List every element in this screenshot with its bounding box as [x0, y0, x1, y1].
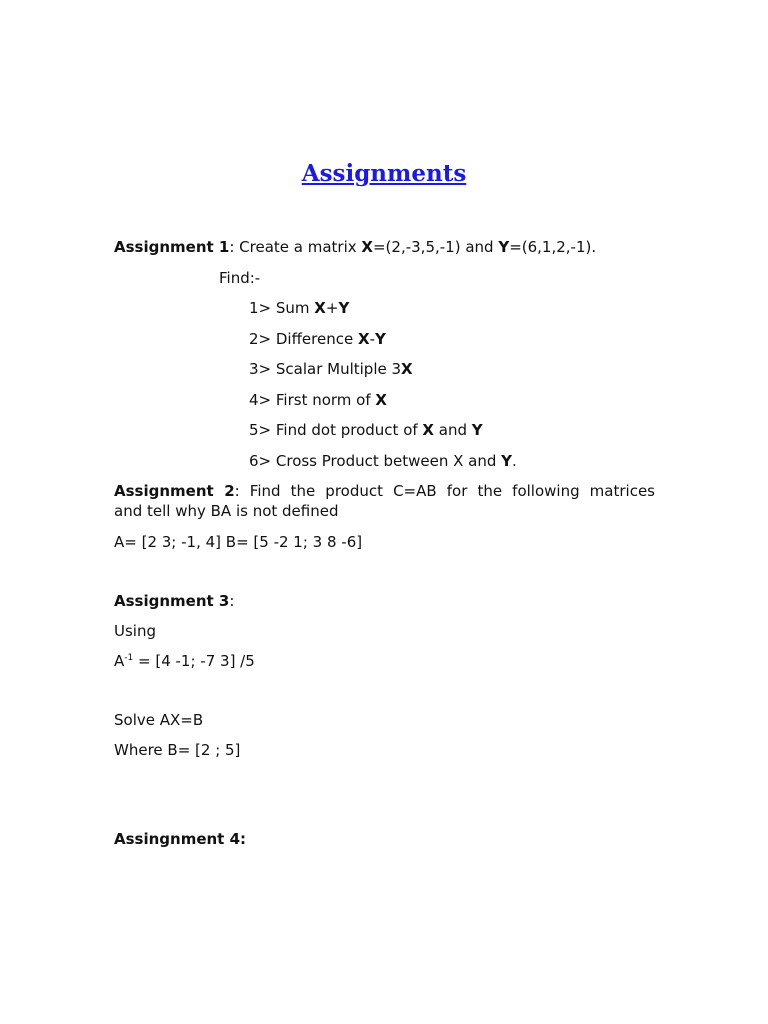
assignment-1-label: Assignment 1 [114, 238, 230, 256]
list-item: 2> Difference X-Y [249, 330, 386, 348]
var-y: Y [498, 238, 510, 256]
assignment-1-statement [114, 237, 596, 257]
assignment-3-heading: Assignment 3: [114, 592, 235, 610]
using-label: Using [114, 622, 156, 640]
var-x: X [361, 238, 373, 256]
matrices-definition: A= [2 3; -1, 4] B= [5 -2 1; 3 8 -6] [114, 533, 363, 551]
list-item: 1> Sum X+Y [249, 299, 350, 317]
assignment-2-label: Assignment 2 [114, 482, 235, 500]
solve-statement: Solve AX=B [114, 711, 204, 729]
assignment-4-label: Assingnment 4: [114, 830, 247, 848]
statement-text: : Find the product C=AB for the following matrices [234, 482, 655, 500]
assignment-2-statement [114, 481, 655, 501]
assignment-2-statement-cont: and tell why BA is not defined [114, 502, 339, 520]
list-item: 6> Cross Product between X and Y. [249, 452, 517, 470]
statement-text: : Create a matrix [229, 238, 362, 256]
inverse-matrix: $A^{-1} = [4$ -1; -7 3] /5 [114, 652, 255, 670]
where-statement: Where B= [2 ; 5] [114, 741, 241, 759]
find-label: Find:- [219, 269, 261, 287]
x-value: =(2,-3,5,-1) and [372, 238, 499, 256]
page-title: Assignments [301, 160, 467, 187]
list-item: 4> First norm of X [249, 391, 387, 409]
y-value: =(6,1,2,-1). [509, 238, 597, 256]
list-item: 5> Find dot product of X and Y [249, 421, 483, 439]
assignment-3-label: Assignment 3 [114, 592, 230, 610]
list-item: 3> Scalar Multiple 3X [249, 360, 413, 378]
assignment-4-heading [114, 829, 246, 849]
